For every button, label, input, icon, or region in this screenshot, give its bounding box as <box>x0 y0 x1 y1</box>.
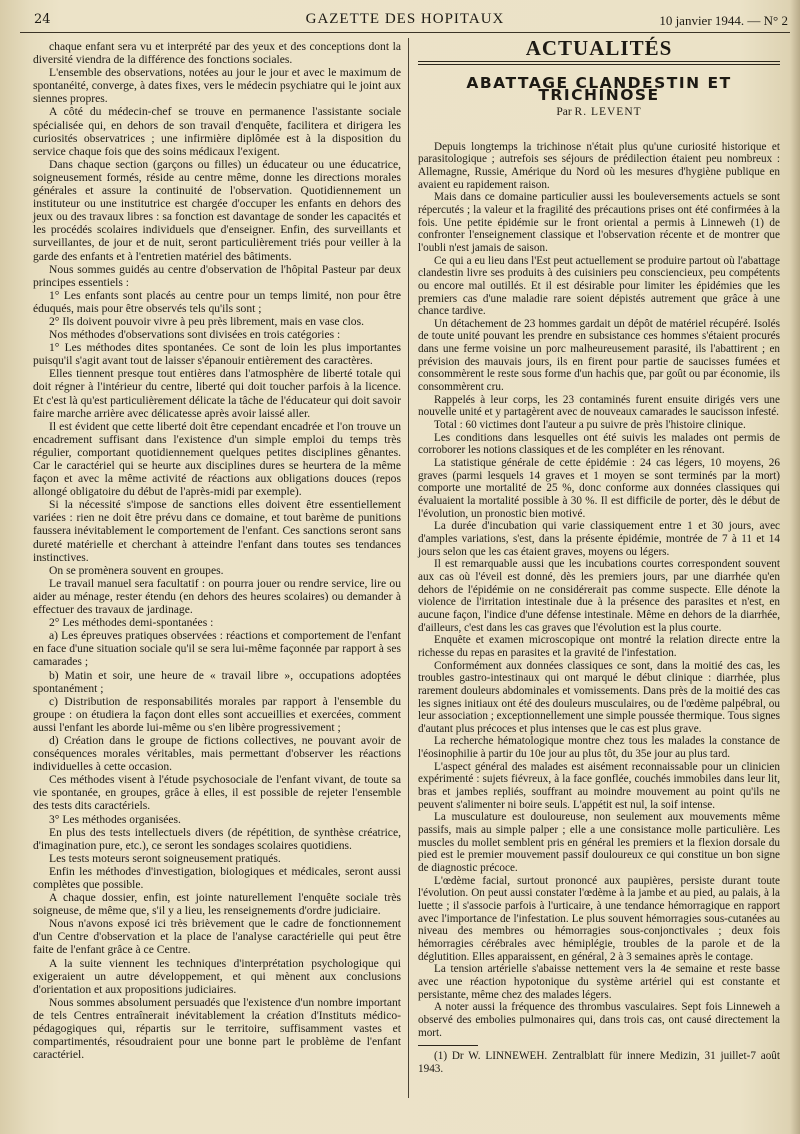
left-paragraph: Le travail manuel sera facultatif : on pourra jouer ou rendre service, lire ou aider au ménage, rester étendu (en dehors des heures scolaires) ou demander à effectuer des travaux de jardinage. <box>33 576 401 617</box>
article-paragraph: Mais dans ce domaine particulier aussi les bouleversements actuels se sont répercutés ; la valeur et la fragilité des précautions prises ont été confirmées à la fois. Une petite épidémie sur le front oriental a permis à Linneweh (1) de confronter l'enseignement classique et l'observation récente et de montrer que l'oubli n'est jamais de saison. <box>418 191 780 254</box>
left-paragraph: Nous sommes guidés au centre d'observation de l'hôpital Pasteur par deux principes essentiels : <box>33 262 401 289</box>
left-paragraph: En plus des tests intellectuels divers (de répétition, de synthèse créatrice, d'imagination pure, etc.), ce seront les sondages scolaires quotidiens. <box>33 825 401 852</box>
left-paragraph: Les tests moteurs seront soigneusement pratiqués. <box>49 851 281 865</box>
left-paragraph: 3° Les méthodes organisées. <box>49 812 181 826</box>
issue-date: 10 janvier 1944. — N° 2 <box>659 13 788 28</box>
left-paragraph: 1° Les enfants sont placés au centre pour un temps limité, non pour être éduqués, mais pour être observés tels qu'ils sont ; <box>33 288 401 315</box>
author-name: R. LEVENT <box>574 105 642 118</box>
article-author <box>418 106 780 119</box>
left-paragraph: chaque enfant sera vu et interprété par des yeux et des conceptions dont la diversité viendra de la différence des fonctions sociales. <box>33 40 401 67</box>
left-paragraph: Si la nécessité s'impose de sanctions elles doivent être essentiellement variées : rien ne doit être prévu dans ce domaine, et tout barème de punitions faussera inévitablement le comportement de l'enfant. Ces sanctions seront sans dureté matérielle et cherchant à atteindre l'enfant dans toutes ses tendances instinctives. <box>33 498 401 564</box>
article-paragraph: La durée d'incubation qui varie classiquement entre 1 et 30 jours, avec d'amples variations, s'est, dans la présente épidémie, montrée de 7 à 11 et 14 jours selon que les cas étaient graves, moyens ou légers. <box>418 520 780 558</box>
article-title: ABATTAGE CLANDESTIN ET TRICHINOSE <box>466 73 732 105</box>
journal-title: GAZETTE DES HOPITAUX <box>305 11 505 27</box>
footnote-rule <box>418 1045 478 1046</box>
left-paragraph: b) Matin et soir, une heure de « travail libre », occupations adoptées spontanément ; <box>33 668 401 695</box>
article-paragraph: Rappelés à leur corps, les 23 contaminés furent ensuite dirigés vers une nouvelle unité et y partagèrent avec de nouveaux camarades le saucisson infesté. <box>418 393 780 419</box>
article-paragraph: Enquête et examen microscopique ont montré la relation directe entre la richesse du repas en parasites et la gravité de l'infestation. <box>418 634 780 659</box>
column-divider <box>408 38 409 1098</box>
left-paragraph: Dans chaque section (garçons ou filles) un éducateur ou une éducatrice, soigneusement formés, réside au centre même, donne les directions morales générales et assure la continuité de l'observation. Quotidiennement un instituteur ou une institutrice est chargée d'occuper les enfants en dehors des jeux ou des travaux libres : sa fonction est davantage de sonder les capacités et les procédés scolaires individuels que d'enseigner. Enfin, des surveillants et surveillantes, de jour et de nuit, seront particulièrement triés pour veiller à la garde des enfants et à l'entretien matériel des bâtiments. <box>33 157 401 263</box>
left-paragraph: c) Distribution de responsabilités morales par rapport à l'ensemble du groupe : on étudiera la façon dont elles sont accueillies et exercées, comment aussi l'enfant les aborde lui-même ou s'en libère progressivement ; <box>33 694 401 734</box>
article-paragraph: L'aspect général des malades est aisément reconnaissable pour un clinicien expérimenté : sujets fiévreux, à la face gonflée, couchés immobiles dans leur lit, bras et jambes repliés, souffrant au moindre mouvement au point qu'ils ne peuvent s'alimenter ni boire seuls. L'appétit est nul, la soif intense. <box>418 760 780 811</box>
article-paragraph: La musculature est douloureuse, non seulement aux mouvements même passifs, mais au simple palper ; elle a une consistance molle particulière. Les muscles du mollet semblent pris en général les premiers et la flexion dorsale du pied est le premier mouvement passif douloureux ce qui constitue un bon signe de diagnostic précoce. <box>418 811 780 875</box>
page-number: 24 <box>34 12 51 27</box>
left-paragraph: Elles tiennent presque tout entières dans l'atmosphère de liberté totale qui doit régner à l'intérieur du centre, liberté qui doit toucher parfois à la licence. Et c'est là qu'est particulièrement délicate la tâche de l'éducateur qui doit savoir faire marche arrière avec délicatesse après avoir laissé aller. <box>33 367 401 420</box>
left-paragraph: A la suite viennent les techniques d'interprétation psychologique qui exigeraient un autre développement, et qui mènent aux conclusions d'orientation et aux propositions judiciaires. <box>33 956 401 996</box>
right-column <box>418 36 780 1076</box>
article-paragraph: Total : 60 victimes dont l'auteur a pu suivre de près l'histoire clinique. <box>434 419 746 432</box>
article-paragraph: Les conditions dans lesquelles ont été suivis les malades ont permis de corroborer les notions classiques et de les compléter en les rénovant. <box>418 431 780 457</box>
article-paragraph: Conformément aux données classiques ce sont, dans la moitié des cas, les troubles gastro-intestinaux qui ont marqué le début clinique : diarrhée, plus rarement douleurs abdominales et vomissements. Dans près de la moitié des cas les signes initiaux ont été des douleurs musculaires, ou de l'œdème palpébral, ou leur association ; exceptionnellement une simple poussée thermique. Tous signes d'autant plus précoces et plus intenses que le cas est plus grave. <box>418 659 780 735</box>
article-paragraph: La statistique générale de cette épidémie : 24 cas légers, 10 moyens, 26 graves (parmi lesquels 14 graves et 1 moyen se sont terminés par la mort) comporte une mortalité de 25 %, donc conforme aux données classiques qui évaluaient la mortalité possible à 30 %. Il est difficile de porter, dès le début de l'évolution, un pronostic bien motivé. <box>418 457 780 520</box>
left-paragraph: Ces méthodes visent à l'étude psychosociale de l'enfant vivant, de toute sa vie spontanée, en groupes, grâce à elles, il est possible de rejeter l'ensemble des tests dits caractériels. <box>33 773 401 813</box>
article-paragraph: La tension artérielle s'abaisse nettement vers la 4e semaine et reste basse avec une réaction hypotonique du système artériel qui est constante et persistante, même chez des malades légers. <box>418 963 780 1001</box>
left-paragraph: A chaque dossier, enfin, est jointe naturellement l'enquête sociale très soigneuse, de même que, s'il y a lieu, les renseignements d'ordre judiciaire. <box>33 891 401 918</box>
left-paragraph: A côté du médecin-chef se trouve en permanence l'assistante sociale spécialisée qui, en dehors de son travail d'enquête, facilitera et dirigera les curiosités observatrices ; une infirmière diplômée est à la disposition du service chaque fois que des soins médicaux l'exigent. <box>33 105 401 158</box>
article-paragraph: Ce qui a eu lieu dans l'Est peut actuellement se produire partout où l'abattage clandestin livre ses produits à des cuisiniers peu consciencieux, peu compétents ou encore mal outillés. Et il est désirable pour limiter les épidémies que les premiers cas d'une maladie rare soient dépistés autrement que grâce à une chance tardive. <box>418 254 780 318</box>
rubric-rule <box>418 61 780 65</box>
section-rubric: ACTUALITÉS <box>525 36 673 60</box>
article-paragraph: Un détachement de 23 hommes gardait un dépôt de matériel récupéré. Isolés de toute unité pouvant les prendre en subsistance ces hommes s'étaient procurés dans une ferme voisine un porc malheureusement parasité, ils l'abattirent ; en prévision des mauvais jours, ils en firent pour partie de saucisses fumées et consommèrent le reste sous forme d'un hachis que, par goût ou par économie, ils consommèrent cru. <box>418 317 780 394</box>
left-paragraph: Enfin les méthodes d'investigation, biologiques et médicales, seront aussi complètes que possible. <box>33 864 401 891</box>
article-paragraph: La recherche hématologique montre chez tous les malades la constance de l'éosinophilie à partir du 10e jour au plus tôt, du 35e jour au plus tard. <box>418 735 780 761</box>
left-column <box>33 40 401 1061</box>
left-paragraph: On se promènera souvent en groupes. <box>49 563 224 577</box>
left-paragraph: 2° Les méthodes demi-spontanées : <box>49 616 214 630</box>
author-prefix: Par <box>556 105 572 118</box>
page-header <box>20 8 790 33</box>
left-paragraph: 2° Ils doivent pouvoir vivre à peu près librement, mais en vase clos. <box>49 314 365 328</box>
article-paragraph: Il est remarquable aussi que les incubations courtes correspondent souvent aux cas où l'éveil est donné, dès les premiers jours, par une diarrhée qu'en dehors de l'épidémie on ne considérerait pas comme suspecte. Elle dénote la violence de l'irritation intestinale due à la présence des parasites et n'est, en aucune façon, l'indice d'une défense intestinale. Même en dehors de la diarrhée, d'ailleurs, c'est dans les cas graves que l'évolution est la plus courte. <box>418 558 780 634</box>
article-body <box>418 141 780 1040</box>
left-paragraph: a) Les épreuves pratiques observées : réactions et comportement de l'enfant en face d'une situation sociale qu'il se sera lui-même façonnée par rapport à ses camarades ; <box>33 629 401 669</box>
article-paragraph: A noter aussi la fréquence des thrombus vasculaires. Sept fois Linneweh a observé des embolies pulmonaires qui, dans trois cas, ont causé directement la mort. <box>418 1001 780 1039</box>
article-paragraph: Depuis longtemps la trichinose n'était plus qu'une curiosité historique et parasitologique ; autrefois ses séjours de prédilection étaient peu nombreux : Allemagne, Russie, Amérique du Nord où les mesures d'hygiène publique en avaient eu rapidement raison. <box>418 140 780 191</box>
left-paragraph: Nos méthodes d'observations sont divisées en trois catégories : <box>49 328 341 342</box>
left-paragraph: d) Création dans le groupe de fictions collectives, ne pouvant avoir de conséquences morales véritables, mais permettant d'observer les réactions individuelles à cette occasion. <box>33 733 401 774</box>
left-paragraph: L'ensemble des observations, notées au jour le jour et avec le maximum de spontanéité, converge, à dates fixes, vers le médecin psychiatre qui le joint aux siennes propres. <box>33 66 401 106</box>
article-paragraph: L'œdème facial, surtout prononcé aux paupières, persiste durant toute l'évolution. On peut aussi constater l'œdème à la jambe et au pied, au palais, à la luette ; il s'associe parfois à l'urticaire, à une tendance hémorragique en rapport avec l'importance de l'infestation. Le plus souvent hémorragies sous-cutanées au niveau des membres ou hémorragies sous-conjonctivales ; deux fois hémorragies cérébrales avec hémiplégie, troubles de la parole et de la déglutition. Elles apparaissent, en général, 2 à 3 semaines après le contage. <box>418 874 780 963</box>
footnote: (1) Dr W. LINNEWEH. Zentralblatt für innere Medizin, 31 juillet-7 août 1943. <box>418 1050 780 1076</box>
left-paragraph: Il est évident que cette liberté doit être cependant encadrée et l'on trouve un encadrement suffisant dans l'existence d'un simple emploi du temps très régulier, comportant quotidiennement quelques petites disciplines gênantes. Car le caractériel qui se heurte aux disciplines dures se heurtera de la même façon et avec la même activité de réactions aux obligations douces (repos allongé obligatoire du début de l'après-midi par exemple). <box>33 419 401 499</box>
left-paragraph: Nous sommes absolument persuadés que l'existence d'un nombre important de tels Centres entraînerait inévitablement la création d'Instituts médico-pédagogiques qui, répartis sur le territoire, suffisamment vastes et compartimentés, résoudraient pour une bonne part le problème de l'enfant caractériel. <box>33 995 401 1062</box>
left-paragraph: 1° Les méthodes dites spontanées. Ce sont de loin les plus importantes puisqu'il s'agit avant tout de laisser s'épanouir entièrement des caractères. <box>33 341 401 368</box>
left-paragraph: Nous n'avons exposé ici très brièvement que le cadre de fonctionnement d'un Centre d'observation et la place de l'analyse caractérielle qui peut être faite de l'enfant grâce à ce Centre. <box>33 917 401 957</box>
